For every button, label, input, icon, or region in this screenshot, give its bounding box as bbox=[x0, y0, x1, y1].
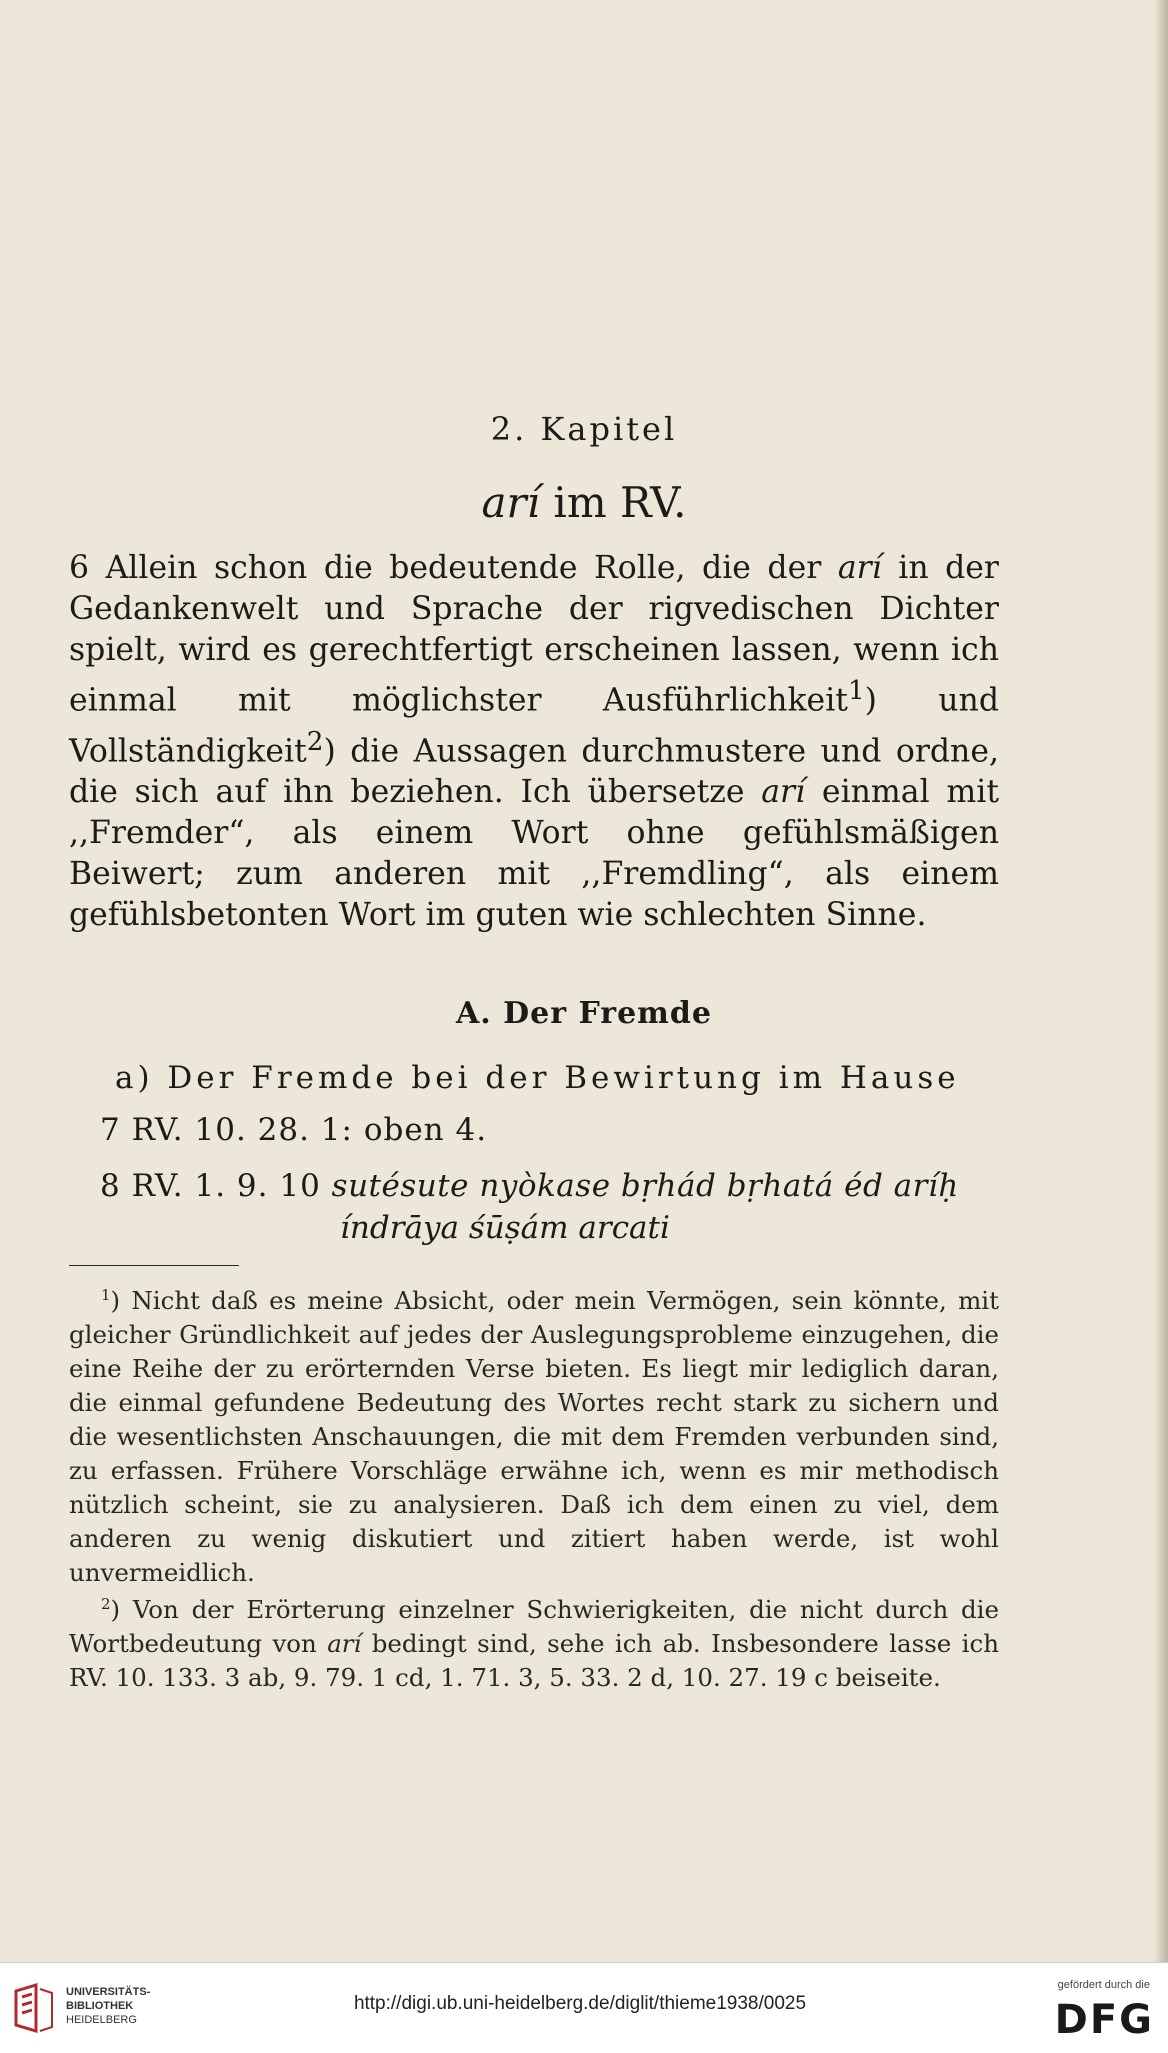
library-logo-icon[interactable] bbox=[12, 1981, 58, 2035]
italic-term: arí bbox=[761, 774, 806, 810]
footnote-divider bbox=[69, 1265, 239, 1266]
footer-bar bbox=[0, 1962, 1168, 2053]
section-heading: A. Der Fremde bbox=[456, 996, 712, 1031]
paragraph-number: 6 bbox=[69, 550, 90, 586]
paragraph-6 bbox=[69, 548, 999, 936]
page-edge-shadow bbox=[1154, 0, 1168, 1962]
funding-caption: gefördert durch die bbox=[1057, 1979, 1150, 1991]
paragraph-text: Allein schon die bedeutende Rolle, die der bbox=[89, 550, 838, 586]
footnote-marker: 1 bbox=[101, 1286, 111, 1304]
dfg-logo[interactable]: DFG bbox=[1054, 1997, 1154, 2043]
footnote-text: ) Nicht daß es meine Absicht, oder mein Vermögen, sein könnte, mit gleicher Gründlichkeit auf jedes der Auslegungsprobleme einzugehen, die eine Reihe der zu erörternden Verse bieten. Es liegt mir lediglich daran, die einmal gefundene Bedeutung des Wortes recht stark zu sichern und die wesentlichsten Anschauungen, die mit dem Fremden verbunden sind, zu erfassen. Frühere Vorschläge erwähne ich, wenn es mir methodisch nützlich scheint, sie zu analysieren. Daß ich dem einen zu viel, dem anderen zu wenig diskutiert und zitiert haben werde, ist wohl unvermeidlich. bbox=[69, 1286, 999, 1588]
paragraph-text: in der Gedankenwelt und Sprache der rigvedischen Dichter spielt, wird es gerechtfertigt erscheinen lassen, wenn ich einmal mit möglichster Ausführlichkeit bbox=[69, 550, 999, 719]
footnote-1 bbox=[69, 1278, 999, 1590]
paragraph-text: ) und Vollständigkeit bbox=[69, 682, 999, 769]
footnote-ref-2: 2 bbox=[306, 726, 324, 757]
entry-text: RV. 10. 28. 1: oben 4. bbox=[120, 1112, 488, 1148]
entry-number: 7 bbox=[100, 1112, 121, 1148]
library-name-line: UNIVERSITÄTS- bbox=[66, 1986, 151, 1998]
library-name-line: HEIDELBERG bbox=[66, 2014, 137, 2026]
chapter-title bbox=[0, 478, 1168, 527]
library-name[interactable] bbox=[66, 1985, 150, 2027]
entry-7 bbox=[100, 1112, 487, 1148]
title-italic-word: arí bbox=[481, 478, 541, 527]
verse-line-2: índrāya śūṣám arcati bbox=[340, 1210, 670, 1246]
entry-8 bbox=[100, 1168, 959, 1204]
footnote-marker: 2 bbox=[101, 1595, 111, 1613]
paragraph-text: ) die Aussagen durchmustere und ordne, die sich auf ihn beziehen. Ich übersetze bbox=[69, 733, 999, 810]
library-name-line: BIBLIOTHEK bbox=[66, 2000, 134, 2012]
paragraph-text: einmal mit ,,Fremder“, als einem Wort ohne gefühlsmäßigen Beiwert; zum anderen mit ,,Fremdling“, als einem gefühlsbetonten Wort im guten wie schlechten Sinne. bbox=[69, 774, 1000, 933]
entry-reference: RV. 1. 9. 10 bbox=[120, 1168, 332, 1204]
italic-term: arí bbox=[837, 550, 882, 586]
title-rest: im RV. bbox=[540, 478, 687, 527]
footnote-text: bedingt sind, sehe ich ab. Insbesondere lasse ich RV. 10. 133. 3 ab, 9. 79. 1 cd, 1. 71. 3, 5. 33. 2 d, 10. 27. 19 c beiseite. bbox=[69, 1629, 999, 1693]
footnote-2 bbox=[69, 1587, 999, 1695]
permalink-url[interactable]: http://digi.ub.uni-heidelberg.de/diglit/thieme1938/0025 bbox=[353, 1993, 807, 2014]
subsection-heading: a) Der Fremde bei der Bewirtung im Hause bbox=[115, 1060, 960, 1096]
footnote-ref-1: 1 bbox=[847, 676, 865, 706]
entry-number: 8 bbox=[100, 1168, 121, 1204]
italic-term: arí bbox=[327, 1629, 362, 1659]
verse-line-1: sutésute nyòkase bṛhád bṛhatá éd aríḥ bbox=[331, 1168, 959, 1204]
footnote-text: ) Von der Erörterung einzelner Schwierigkeiten, die nicht durch die Wortbedeutung von bbox=[69, 1595, 999, 1659]
chapter-heading: 2. Kapitel bbox=[490, 410, 678, 448]
